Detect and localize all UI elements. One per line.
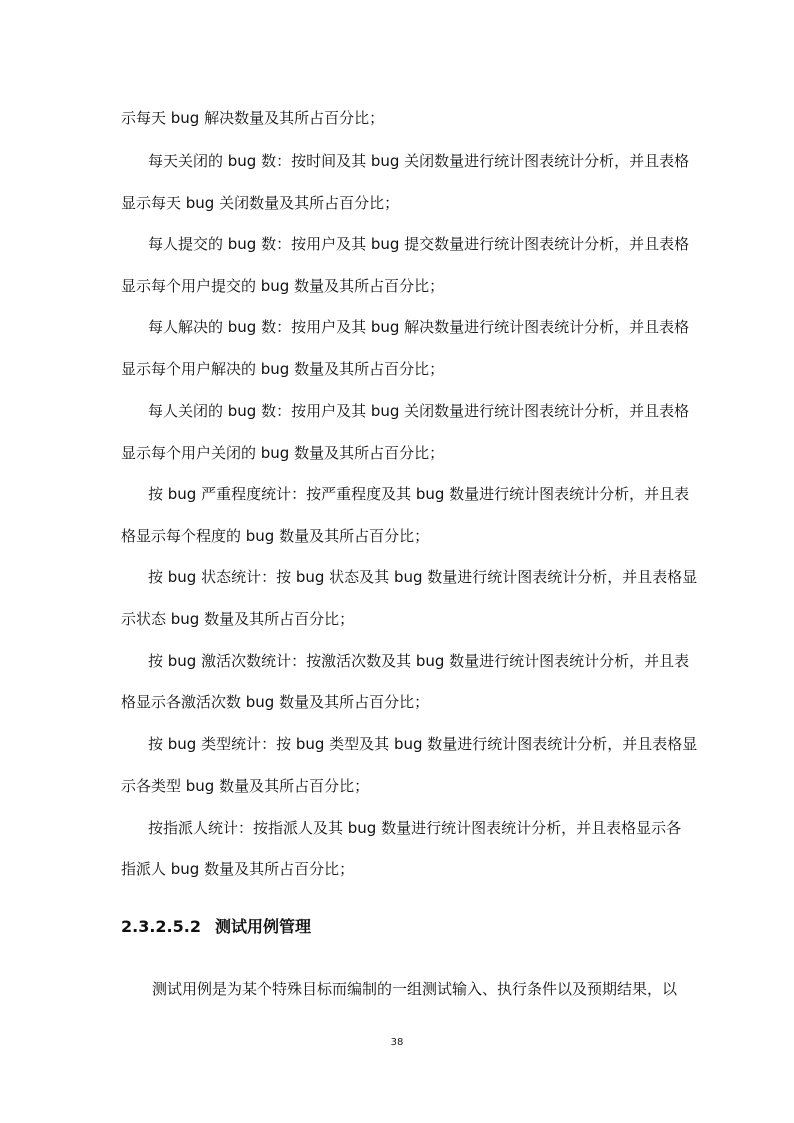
- body-line: 按 bug 类型统计：按 bug 类型及其 bug 数量进行统计图表统计分析，并且表格显: [148, 735, 698, 753]
- body-line: 显示每个用户解决的 bug 数量及其所占百分比；: [121, 360, 445, 378]
- body-line: 显示每个用户关闭的 bug 数量及其所占百分比；: [121, 444, 445, 462]
- body-line: 按 bug 激活次数统计：按激活次数及其 bug 数量进行统计图表统计分析，并且表: [148, 652, 690, 670]
- body-line: 每人解决的 bug 数：按用户及其 bug 解决数量进行统计图表统计分析，并且表格: [148, 318, 690, 336]
- body-line: 每人提交的 bug 数：按用户及其 bug 提交数量进行统计图表统计分析，并且表格: [148, 235, 690, 253]
- body-line: 显示每个用户提交的 bug 数量及其所占百分比；: [121, 277, 445, 295]
- body-line: 按 bug 严重程度统计：按严重程度及其 bug 数量进行统计图表统计分析，并且表: [148, 485, 690, 503]
- page-number: 38: [390, 1037, 404, 1048]
- section-heading: [121, 916, 311, 938]
- body-line: 格显示各激活次数 bug 数量及其所占百分比；: [121, 693, 430, 711]
- body-line: 显示每天 bug 关闭数量及其所占百分比；: [121, 194, 400, 212]
- body-line: 格显示每个程度的 bug 数量及其所占百分比；: [121, 527, 430, 545]
- body-line: 每天关闭的 bug 数：按时间及其 bug 关闭数量进行统计图表统计分析，并且表格: [148, 152, 690, 170]
- body-line: 示每天 bug 解决数量及其所占百分比；: [121, 109, 385, 127]
- section-number: 2.3.2.5.2: [121, 917, 201, 936]
- body-line: 按指派人统计：按指派人及其 bug 数量进行统计图表统计分析，并且表格显示各: [148, 819, 682, 837]
- body-line: 按 bug 状态统计：按 bug 状态及其 bug 数量进行统计图表统计分析，并且表格显: [148, 568, 698, 586]
- body-line: 指派人 bug 数量及其所占百分比；: [121, 860, 355, 878]
- section-title: 测试用例管理: [214, 917, 311, 936]
- body-line: 每人关闭的 bug 数：按用户及其 bug 关闭数量进行统计图表统计分析，并且表格: [148, 402, 690, 420]
- body-line: 示各类型 bug 数量及其所占百分比；: [121, 777, 370, 795]
- intro-line: 测试用例是为某个特殊目标而编制的一组测试输入、执行条件以及预期结果，以: [152, 980, 678, 998]
- body-line: 示状态 bug 数量及其所占百分比；: [121, 610, 355, 628]
